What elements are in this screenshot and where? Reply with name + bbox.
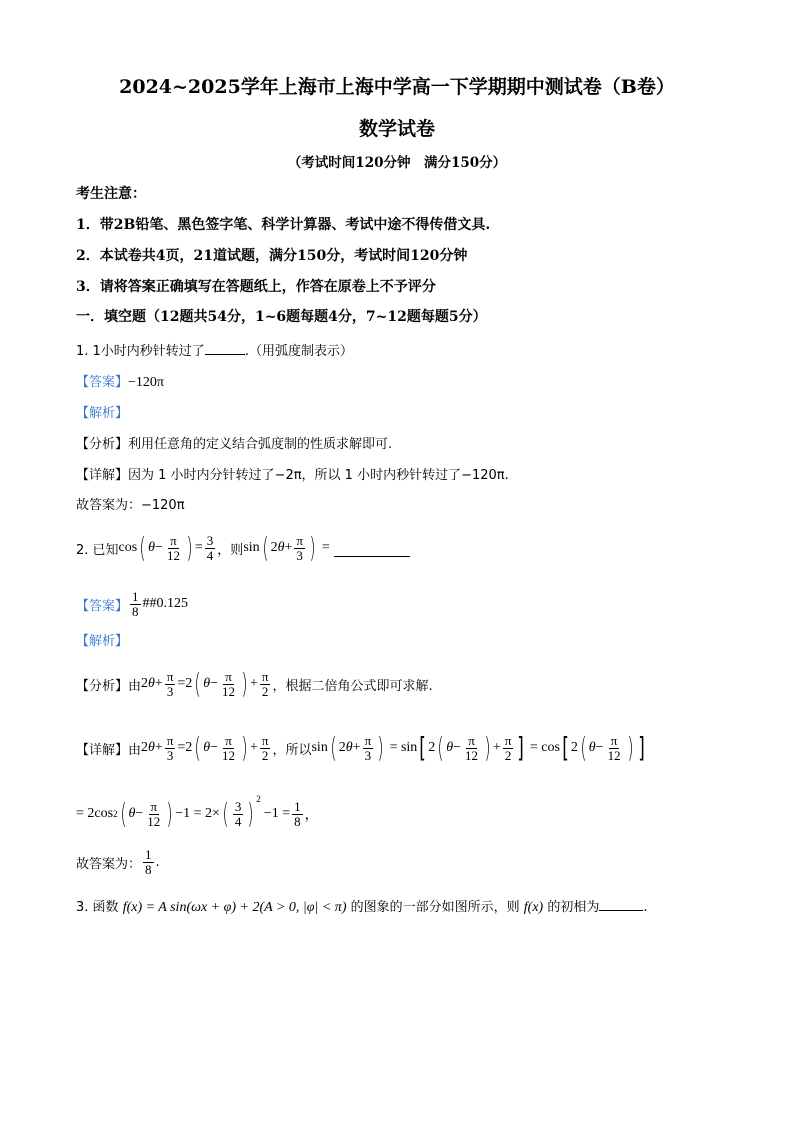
frac-pi-2 (260, 734, 271, 763)
minus: − (155, 540, 163, 555)
frac-den: 8 (145, 861, 152, 877)
frac-num: 1 (132, 588, 139, 604)
frac-pi-12 (463, 734, 480, 763)
frac-num: π (296, 532, 303, 548)
q3-function: f(x) = A sin(ωx + φ) + 2(A > 0, |φ| < π) (122, 900, 347, 915)
frac-den: 3 (296, 547, 303, 563)
equals: = (194, 540, 203, 555)
expr: 2 (570, 740, 578, 755)
analysis-tag: 【解析】 (76, 634, 129, 649)
notice-item-2: 2．本试卷共4页，21道试题，满分150分，考试时间120分钟 (76, 248, 468, 264)
q2-answer-line (76, 584, 188, 624)
notice-item-1: 1．带2B铅笔、黑色签字笔、科学计算器、考试中途不得传借文具. (76, 217, 491, 233)
frac-1-8 (130, 590, 141, 619)
expr: −1 = (263, 806, 291, 821)
q1-stem-pre: 1. 1小时内秒针转过了 (76, 344, 205, 359)
cos-text: cos (118, 540, 138, 555)
frac-den: 12 (166, 547, 180, 563)
period: . (155, 854, 160, 870)
answer-blank (599, 910, 643, 911)
expr: 2θ+ (141, 676, 163, 691)
q1-stem-post: .（用弧度制表示） (244, 344, 353, 359)
frac-num: π (166, 668, 174, 684)
q1-final: 故答案为：−120π (76, 498, 185, 513)
expr: 2 (428, 740, 436, 755)
frac-den: 12 (222, 683, 236, 699)
frac-den: 12 (464, 747, 478, 763)
frac-pi-12 (606, 734, 623, 763)
page-title: 2024~2025学年上海市上海中学高一下学期期中测试卷（B卷） (119, 76, 675, 98)
frac-num: 1 (294, 798, 301, 814)
question-3 (76, 896, 648, 916)
frac-num: π (364, 732, 372, 748)
minus: − (595, 740, 604, 755)
frac-num: 3 (206, 532, 214, 548)
q3-stem-mid: 的图象的一部分如图所示，则 (350, 900, 520, 915)
theta: θ (203, 740, 211, 755)
left-paren: ( (262, 531, 269, 564)
left-bracket: [ (419, 731, 427, 764)
right-paren: ) (166, 797, 173, 830)
frac-1-8 (143, 848, 154, 877)
theta: θ (148, 540, 156, 555)
right-paren: ) (241, 731, 248, 764)
right-paren: ) (484, 731, 491, 764)
frac-pi-3 (165, 734, 176, 763)
frac-den: 3 (364, 747, 372, 763)
q2-then: ，则 (217, 542, 244, 558)
q3-fx: f(x) (523, 900, 544, 915)
frac-den: 8 (294, 813, 301, 829)
period: . (643, 900, 648, 915)
frac-pi-12 (220, 670, 237, 699)
q1-answer-line (76, 371, 164, 391)
theta: θ (446, 740, 454, 755)
left-paren: ( (222, 797, 229, 830)
frac-den: 12 (222, 747, 236, 763)
expr: = 2cos (76, 806, 114, 821)
q2-stem-pre: 2. 已知 (76, 542, 119, 558)
expr: 2θ+ (141, 740, 163, 755)
theta: θ (128, 806, 136, 821)
frac-pi-3 (363, 734, 374, 763)
frac-3-4 (233, 800, 244, 829)
left-bracket: [ (562, 731, 569, 764)
frac-num: π (166, 732, 174, 748)
frac-num: π (610, 732, 618, 748)
right-paren: ) (309, 531, 316, 564)
sin-text: sin (311, 740, 328, 755)
expr: 2θ+ (338, 740, 361, 755)
left-paren: ( (330, 731, 337, 764)
frac-pi-12 (145, 800, 162, 829)
frac-den: 4 (206, 547, 214, 563)
q2-fenxi-pre: 由 (128, 678, 142, 694)
sup-2: 2 (256, 794, 261, 804)
answer-blank (334, 540, 410, 557)
exam-info: （考试时间120分钟 满分150分） (287, 155, 507, 171)
left-paren: ( (580, 731, 587, 764)
left-paren: ( (194, 731, 201, 764)
frac-num: π (170, 532, 177, 548)
frac-den: 12 (607, 747, 621, 763)
q2-final-line (76, 842, 160, 882)
frac-num: π (468, 732, 475, 748)
q2-final: 故答案为： (76, 856, 142, 872)
frac-num: π (225, 668, 232, 684)
analysis-tag: 【解析】 (76, 406, 129, 421)
frac-pi-12 (220, 734, 237, 763)
fenxi-tag: 【分析】 (76, 437, 129, 452)
expr: =2 (177, 740, 193, 755)
detail-tag: 【详解】 (76, 468, 129, 483)
q2-fenxi-post: ，根据二倍角公式即可求解. (272, 678, 433, 694)
right-paren: ) (241, 667, 248, 700)
frac-den: 2 (261, 683, 269, 699)
q2-fenxi-line (76, 664, 433, 704)
answer-blank (205, 354, 245, 355)
frac-num: 1 (145, 846, 152, 862)
frac-pi-3 (165, 670, 176, 699)
frac-num: π (225, 732, 232, 748)
frac-pi-2 (260, 670, 271, 699)
page-subtitle: 数学试卷 (358, 118, 435, 140)
comma: ， (304, 808, 319, 823)
two-theta: 2θ+ (270, 540, 293, 555)
frac-num: π (504, 732, 512, 748)
left-paren: ( (139, 531, 146, 564)
right-paren: ) (186, 531, 193, 564)
expr: = cos (526, 740, 560, 755)
theta: θ (588, 740, 596, 755)
right-bracket: ] (517, 731, 525, 764)
answer-tag: 【答案】 (76, 598, 129, 614)
frac-pi-12 (165, 534, 182, 563)
notice-item-3: 3．请将答案正确填写在答题纸上，作答在原卷上不予评分 (76, 279, 436, 295)
frac-den: 4 (234, 813, 242, 829)
frac-num: π (261, 668, 269, 684)
frac-den: 2 (261, 747, 269, 763)
frac-den: 3 (166, 683, 174, 699)
right-paren: ) (247, 797, 254, 830)
expr: =2 (177, 676, 193, 691)
expr: = sin (386, 740, 418, 755)
left-paren: ( (120, 797, 127, 830)
equals: = (321, 540, 330, 555)
detail-tag: 【详解】 (76, 742, 129, 758)
minus: − (453, 740, 461, 755)
left-paren: ( (194, 667, 201, 700)
right-paren: ) (627, 731, 634, 764)
q1-fenxi: 利用任意角的定义结合弧度制的性质求解即可. (128, 437, 393, 452)
frac-pi-2 (503, 734, 514, 763)
expr: −1 = 2× (175, 806, 220, 821)
theta: θ (203, 676, 211, 691)
answer-tag: 【答案】 (76, 375, 129, 390)
minus: − (135, 806, 144, 821)
plus: + (249, 740, 258, 755)
plus: + (249, 676, 258, 691)
q1-fenxi-line (76, 433, 392, 452)
minus: − (210, 676, 219, 691)
sin-text: sin (243, 540, 260, 555)
q3-stem-post: 的初相为 (547, 900, 600, 915)
frac-num: π (150, 798, 158, 814)
right-bracket: ] (637, 731, 645, 764)
fenxi-tag: 【分析】 (76, 678, 129, 694)
right-paren: ) (377, 731, 384, 764)
q2-answer-alt: ##0.125 (142, 596, 189, 611)
frac-num: π (261, 732, 269, 748)
q2-detail-line (76, 728, 646, 768)
frac-num: 3 (234, 798, 242, 814)
q2-detail-line-2 (76, 792, 319, 836)
q1-detail-line (76, 464, 509, 483)
sup-2: 2 (113, 809, 118, 819)
frac-den: 12 (147, 813, 161, 829)
question-2 (76, 528, 410, 568)
notice-heading: 考生注意： (76, 186, 146, 202)
frac-1-8 (292, 800, 303, 829)
q2-detail-pre: 由 (128, 742, 142, 758)
section-heading: 一．填空题（12题共54分，1~6题每题4分，7~12题每题5分） (76, 309, 487, 325)
frac-den: 2 (504, 747, 512, 763)
plus: + (492, 740, 501, 755)
q1-answer: −120π (128, 375, 164, 390)
left-paren: ( (437, 731, 444, 764)
q3-stem-pre: 3. 函数 (76, 900, 119, 915)
q2-detail-mid: ，所以 (272, 742, 312, 758)
q1-detail: 因为 1 小时内分针转过了−2π，所以 1 小时内秒针转过了−120π. (128, 468, 509, 483)
question-1 (76, 340, 353, 359)
frac-3-4 (205, 534, 216, 563)
frac-den: 8 (132, 603, 139, 619)
minus: − (210, 740, 219, 755)
frac-pi-3 (294, 534, 305, 563)
frac-den: 3 (166, 747, 174, 763)
